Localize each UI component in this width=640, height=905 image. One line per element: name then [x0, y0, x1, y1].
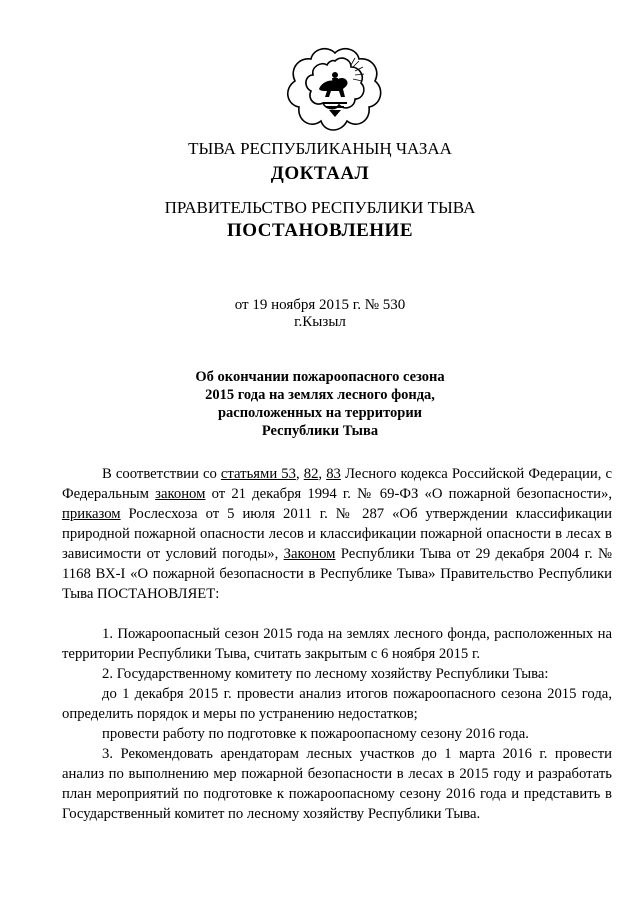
- link-federal-law[interactable]: законом: [155, 486, 206, 502]
- preamble-text: Республики Тыва от 29 декабря 2004 г. № 1168 ВХ-I «О пожарной безопасности в Республике Тыва» Правительство Республики Тыва ПОСТАНОВЛЯЕТ:: [62, 546, 612, 602]
- russian-decree-heading: ПОСТАНОВЛЕНИЕ: [226, 220, 414, 241]
- tuvan-decree-heading: ДОКТААЛ: [270, 163, 370, 184]
- link-article-82[interactable]: 82: [303, 466, 319, 482]
- preamble-text: ,: [295, 466, 304, 482]
- preamble-paragraph: [62, 464, 612, 604]
- preamble-text: от 21 декабря 1994 г. № 69-ФЗ «О пожарной безопасности»,: [205, 486, 612, 502]
- link-article-53[interactable]: статьями 53: [220, 466, 296, 482]
- item-paragraph: 3. Рекомендовать арендаторам лесных участков до 1 марта 2016 г. провести анализ по выполнению мер пожарной безопасности в лесах в 2015 году и разработать план мероприятий по подготовке к пожароопасному сезону 2016 года и представить в Государственный комитет по лесному хозяйству Республики Тыва.: [62, 746, 612, 822]
- russian-government-heading: ПРАВИТЕЛЬСТВО РЕСПУБЛИКИ ТЫВА: [164, 198, 476, 217]
- link-order[interactable]: приказом: [62, 506, 121, 522]
- link-regional-law[interactable]: Законом: [283, 546, 336, 562]
- tuvan-government-heading: ТЫВА РЕСПУБЛИКАНЫҢ ЧАЗАА: [188, 139, 452, 158]
- item-paragraph: 1. Пожароопасный сезон 2015 года на землях лесного фонда, расположенных на территории Республики Тыва, считать закрытым с 6 ноября 2015 г.: [62, 626, 612, 662]
- preamble-text: Лесного кодекса Российской Федерации, с Федеральным: [62, 466, 612, 502]
- title-line: Об окончании пожароопасного сезона: [195, 369, 445, 385]
- title-line: 2015 года на землях лесного фонда,: [205, 387, 435, 403]
- item-paragraph: 2. Государственному комитету по лесному хозяйству Республики Тыва:: [102, 666, 549, 682]
- item-paragraph: до 1 декабря 2015 г. провести анализ итогов пожароопасного сезона 2015 года, определить порядок и меры по устранению недостатков;: [62, 686, 612, 722]
- decree-city: г.Кызыл: [294, 314, 346, 330]
- decree-date-number: от 19 ноября 2015 г. № 530: [234, 297, 406, 313]
- preamble-text: Рослесхоза от 5 июля 2011 г. № 287 «Об утверждении классификации природной пожарной опасности лесов и классификации пожарной опасности в лесах в зависимости от условий погоды»,: [62, 506, 612, 562]
- preamble-text: В соответствии со: [102, 466, 221, 482]
- item-paragraph: провести работу по подготовке к пожароопасному сезону 2016 года.: [102, 726, 529, 742]
- title-line: Республики Тыва: [261, 423, 379, 439]
- coat-of-arms-emblem: [285, 47, 385, 135]
- decree-title: [0, 368, 640, 440]
- preamble-text: ,: [318, 466, 327, 482]
- link-article-83[interactable]: 83: [326, 466, 341, 482]
- decree-body: [62, 464, 612, 824]
- title-line: расположенных на территории: [217, 405, 423, 421]
